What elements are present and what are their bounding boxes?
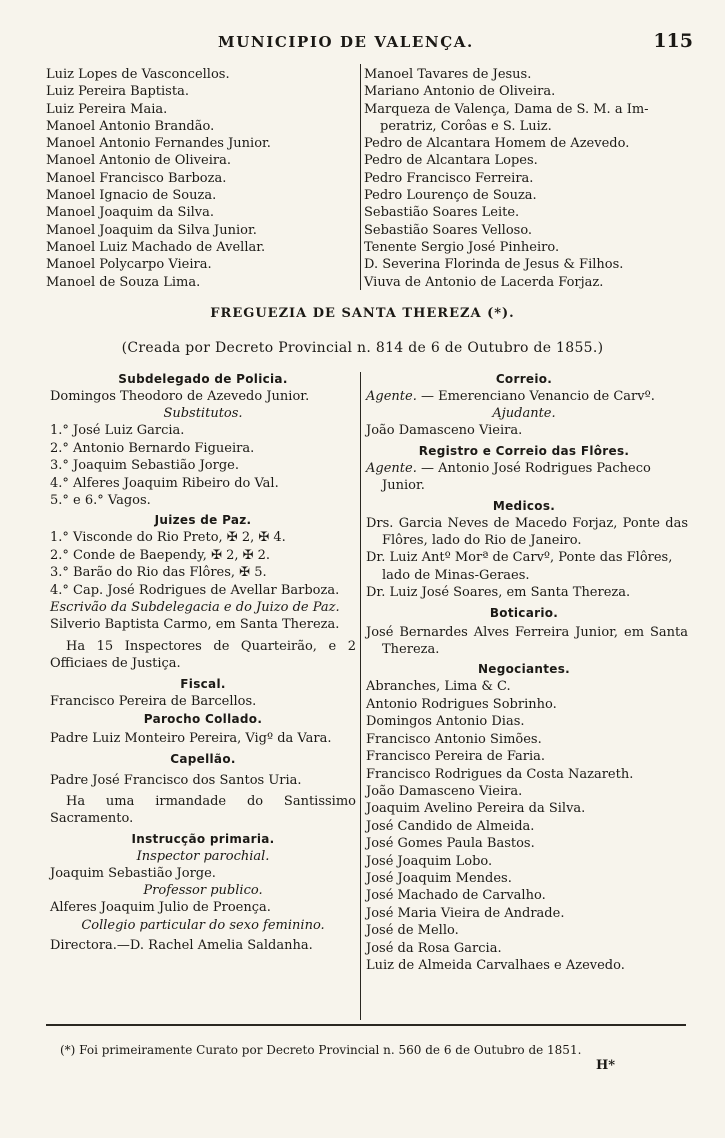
ajudante-name: João Damasceno Vieira.: [366, 423, 523, 439]
list-item: Dr. Luiz José Soares, em Santa Thereza.: [366, 585, 631, 601]
list-item: peratriz, Corôas e S. Luiz.: [380, 118, 552, 134]
list-item: José da Rosa Garcia.: [366, 940, 502, 956]
left-column: [50, 370, 356, 954]
fiscal-name: Francisco Pereira de Barcellos.: [50, 693, 257, 709]
column-divider: [360, 372, 361, 1020]
list-item: Drs. Garcia Neves de Macedo Forjaz, Ponte das Flôres, lado do Rio de Janeiro.: [366, 515, 688, 549]
correio-label: Agente.: [366, 389, 417, 404]
section-subtitle: (Creada por Decreto Provincial n. 814 de 6 de Outubro de 1855.): [121, 340, 604, 356]
list-item: João Damasceno Vieira.: [366, 783, 523, 799]
page-number: 115: [653, 30, 693, 52]
irmandade-text: Ha uma irmandade do Santissimo Sacramento.: [50, 793, 356, 827]
list-item: Tenente Sergio José Pinheiro.: [364, 239, 560, 255]
professor-name: Alferes Joaquim Julio de Proença.: [50, 900, 271, 916]
list-item: José Gomes Paula Bastos.: [366, 836, 535, 852]
correio-heading: Correio.: [495, 372, 553, 386]
list-item: 4.° Alferes Joaquim Ribeiro do Val.: [50, 475, 279, 491]
list-item: José de Mello.: [366, 923, 459, 939]
juizes-heading: Juizes de Paz.: [154, 513, 252, 528]
registro-label: Agente.: [366, 460, 417, 476]
footnote: (*) Foi primeiramente Curato por Decreto Provincial n. 560 de 6 de Outubro de 1851.: [60, 1043, 582, 1057]
instruccao-heading: Instrucção primaria.: [131, 831, 275, 846]
list-item: Pedro de Alcantara Homem de Azevedo.: [364, 136, 630, 152]
list-item: Domingos Antonio Dias.: [366, 714, 525, 730]
subdelegado-name: Domingos Theodoro de Azevedo Junior.: [50, 389, 310, 404]
list-item: José Machado de Carvalho.: [366, 888, 546, 904]
footnote-rule: [46, 1024, 686, 1026]
inspectores-text: Ha 15 Inspectores de Quarteirão, e 2 Officiaes de Justiça.: [50, 638, 356, 672]
list-item: 4.° Cap. José Rodrigues de Avellar Barboza.: [50, 582, 340, 598]
list-item: Abranches, Lima & C.: [366, 679, 511, 695]
negociantes-heading: Negociantes.: [477, 662, 571, 677]
list-item: Francisco Pereira de Faria.: [366, 749, 546, 765]
parocho-name: Padre Luiz Monteiro Pereira, Vigº da Vara.: [50, 731, 332, 747]
list-item: 3.° Joaquim Sebastião Jorge.: [50, 458, 239, 474]
escrivao-heading: Escrivão da Subdelegacia e do Juizo de Paz.: [50, 600, 340, 616]
collegio-heading: Collegio particular do sexo feminino.: [81, 917, 325, 933]
capellao-heading: Capellão.: [170, 751, 236, 766]
subdelegado-heading: Subdelegado de Policia.: [118, 372, 288, 386]
list-item: Manoel Antonio Fernandes Junior.: [46, 136, 271, 152]
list-item: Luiz Pereira Maia.: [46, 101, 168, 117]
escrivao-name: Silverio Baptista Carmo, em Santa Thereza.: [50, 617, 340, 633]
list-item: Manoel Polycarpo Vieira.: [46, 257, 212, 273]
list-item: Manoel de Souza Lima.: [46, 274, 201, 290]
list-item: Joaquim Avelino Pereira da Silva.: [366, 801, 586, 817]
parocho-heading: Parocho Collado.: [143, 712, 263, 727]
list-item: Mariano Antonio de Oliveira.: [364, 84, 556, 100]
section-title: FREGUEZIA DE SANTA THEREZA (*).: [210, 306, 515, 321]
list-item: Sebastião Soares Leite.: [364, 205, 520, 221]
list-item: Viuva de Antonio de Lacerda Forjaz.: [364, 274, 604, 290]
signature-mark: H*: [596, 1058, 616, 1073]
list-item: 2.° Antonio Bernardo Figueira.: [50, 440, 255, 456]
list-item: Manoel Luiz Machado de Avellar.: [46, 239, 266, 255]
substitutos-heading: Substitutos.: [163, 406, 243, 422]
list-item: Pedro de Alcantara Lopes.: [364, 153, 538, 169]
list-item: 5.° e 6.° Vagos.: [50, 493, 151, 509]
inspector-name: Joaquim Sebastião Jorge.: [50, 865, 216, 881]
boticario-name: José Bernardes Alves Ferreira Junior, em Santa Thereza.: [366, 624, 688, 658]
list-item: 1.° José Luiz Garcia.: [50, 423, 185, 439]
list-item: Manoel Francisco Barboza.: [46, 170, 227, 186]
running-header: [0, 30, 725, 57]
list-item: Manoel Joaquim da Silva.: [46, 205, 214, 221]
boticario-heading: Boticario.: [489, 605, 559, 620]
medicos-heading: Medicos.: [492, 498, 556, 513]
list-item: Francisco Rodrigues da Costa Nazareth.: [366, 766, 634, 782]
top-right-list: [364, 66, 686, 291]
list-item: Pedro Francisco Ferreira.: [364, 170, 534, 186]
list-item: José Joaquim Lobo.: [366, 853, 493, 869]
fiscal-heading: Fiscal.: [180, 676, 226, 691]
capellao-name: Padre José Francisco dos Santos Uria.: [50, 772, 302, 788]
professor-heading: Professor publico.: [143, 883, 263, 899]
list-item: José Joaquim Mendes.: [366, 870, 512, 886]
list-item: 3.° Barão do Rio das Flôres, ✠ 5.: [50, 565, 267, 581]
list-item: 2.° Conde de Baependy, ✠ 2, ✠ 2.: [50, 547, 271, 563]
list-item: Marqueza de Valença, Dama de S. M. a Im-: [364, 101, 649, 117]
list-item: Manoel Antonio Brandão.: [46, 118, 215, 134]
list-item: Sebastião Soares Velloso.: [364, 222, 533, 238]
list-item: Luiz Lopes de Vasconcellos.: [46, 67, 230, 82]
list-item: Luiz de Almeida Carvalhaes e Azevedo.: [366, 957, 625, 973]
ajudante-heading: Ajudante.: [492, 406, 556, 422]
collegio-directora: Directora.—D. Rachel Amelia Saldanha.: [50, 937, 313, 953]
list-item: Pedro Lourenço de Souza.: [364, 188, 537, 204]
column-divider: [360, 64, 361, 290]
list-item: Manoel Ignacio de Souza.: [46, 188, 217, 204]
list-item: 1.° Visconde do Rio Preto, ✠ 2, ✠ 4.: [50, 530, 286, 546]
list-item: Dr. Luiz Antº Morª de Carvº, Ponte das Flôres, lado de Minas-Geraes.: [366, 550, 673, 583]
correio-agent: — Emerenciano Venancio de Carvº.: [420, 389, 655, 404]
registro-heading: Registro e Correio das Flôres.: [418, 443, 630, 458]
list-item: D. Severina Florinda de Jesus & Filhos.: [364, 257, 624, 273]
list-item: Manoel Antonio de Oliveira.: [46, 153, 231, 169]
list-item: Luiz Pereira Baptista.: [46, 84, 189, 100]
list-item: Antonio Rodrigues Sobrinho.: [366, 696, 557, 712]
registro-agent: — Antonio José Rodrigues Pacheco Junior.: [382, 460, 651, 494]
inspector-heading: Inspector parochial.: [136, 848, 270, 864]
list-item: José Candido de Almeida.: [366, 818, 535, 834]
list-item: José Maria Vieira de Andrade.: [366, 905, 565, 921]
header-title: MUNICIPIO DE VALENÇA.: [218, 33, 474, 51]
list-item: Manoel Joaquim da Silva Junior.: [46, 222, 257, 238]
right-column: [366, 370, 688, 974]
list-item: Francisco Antonio Simões.: [366, 731, 542, 747]
top-left-list: [46, 66, 356, 291]
list-item: Manoel Tavares de Jesus.: [364, 67, 532, 82]
